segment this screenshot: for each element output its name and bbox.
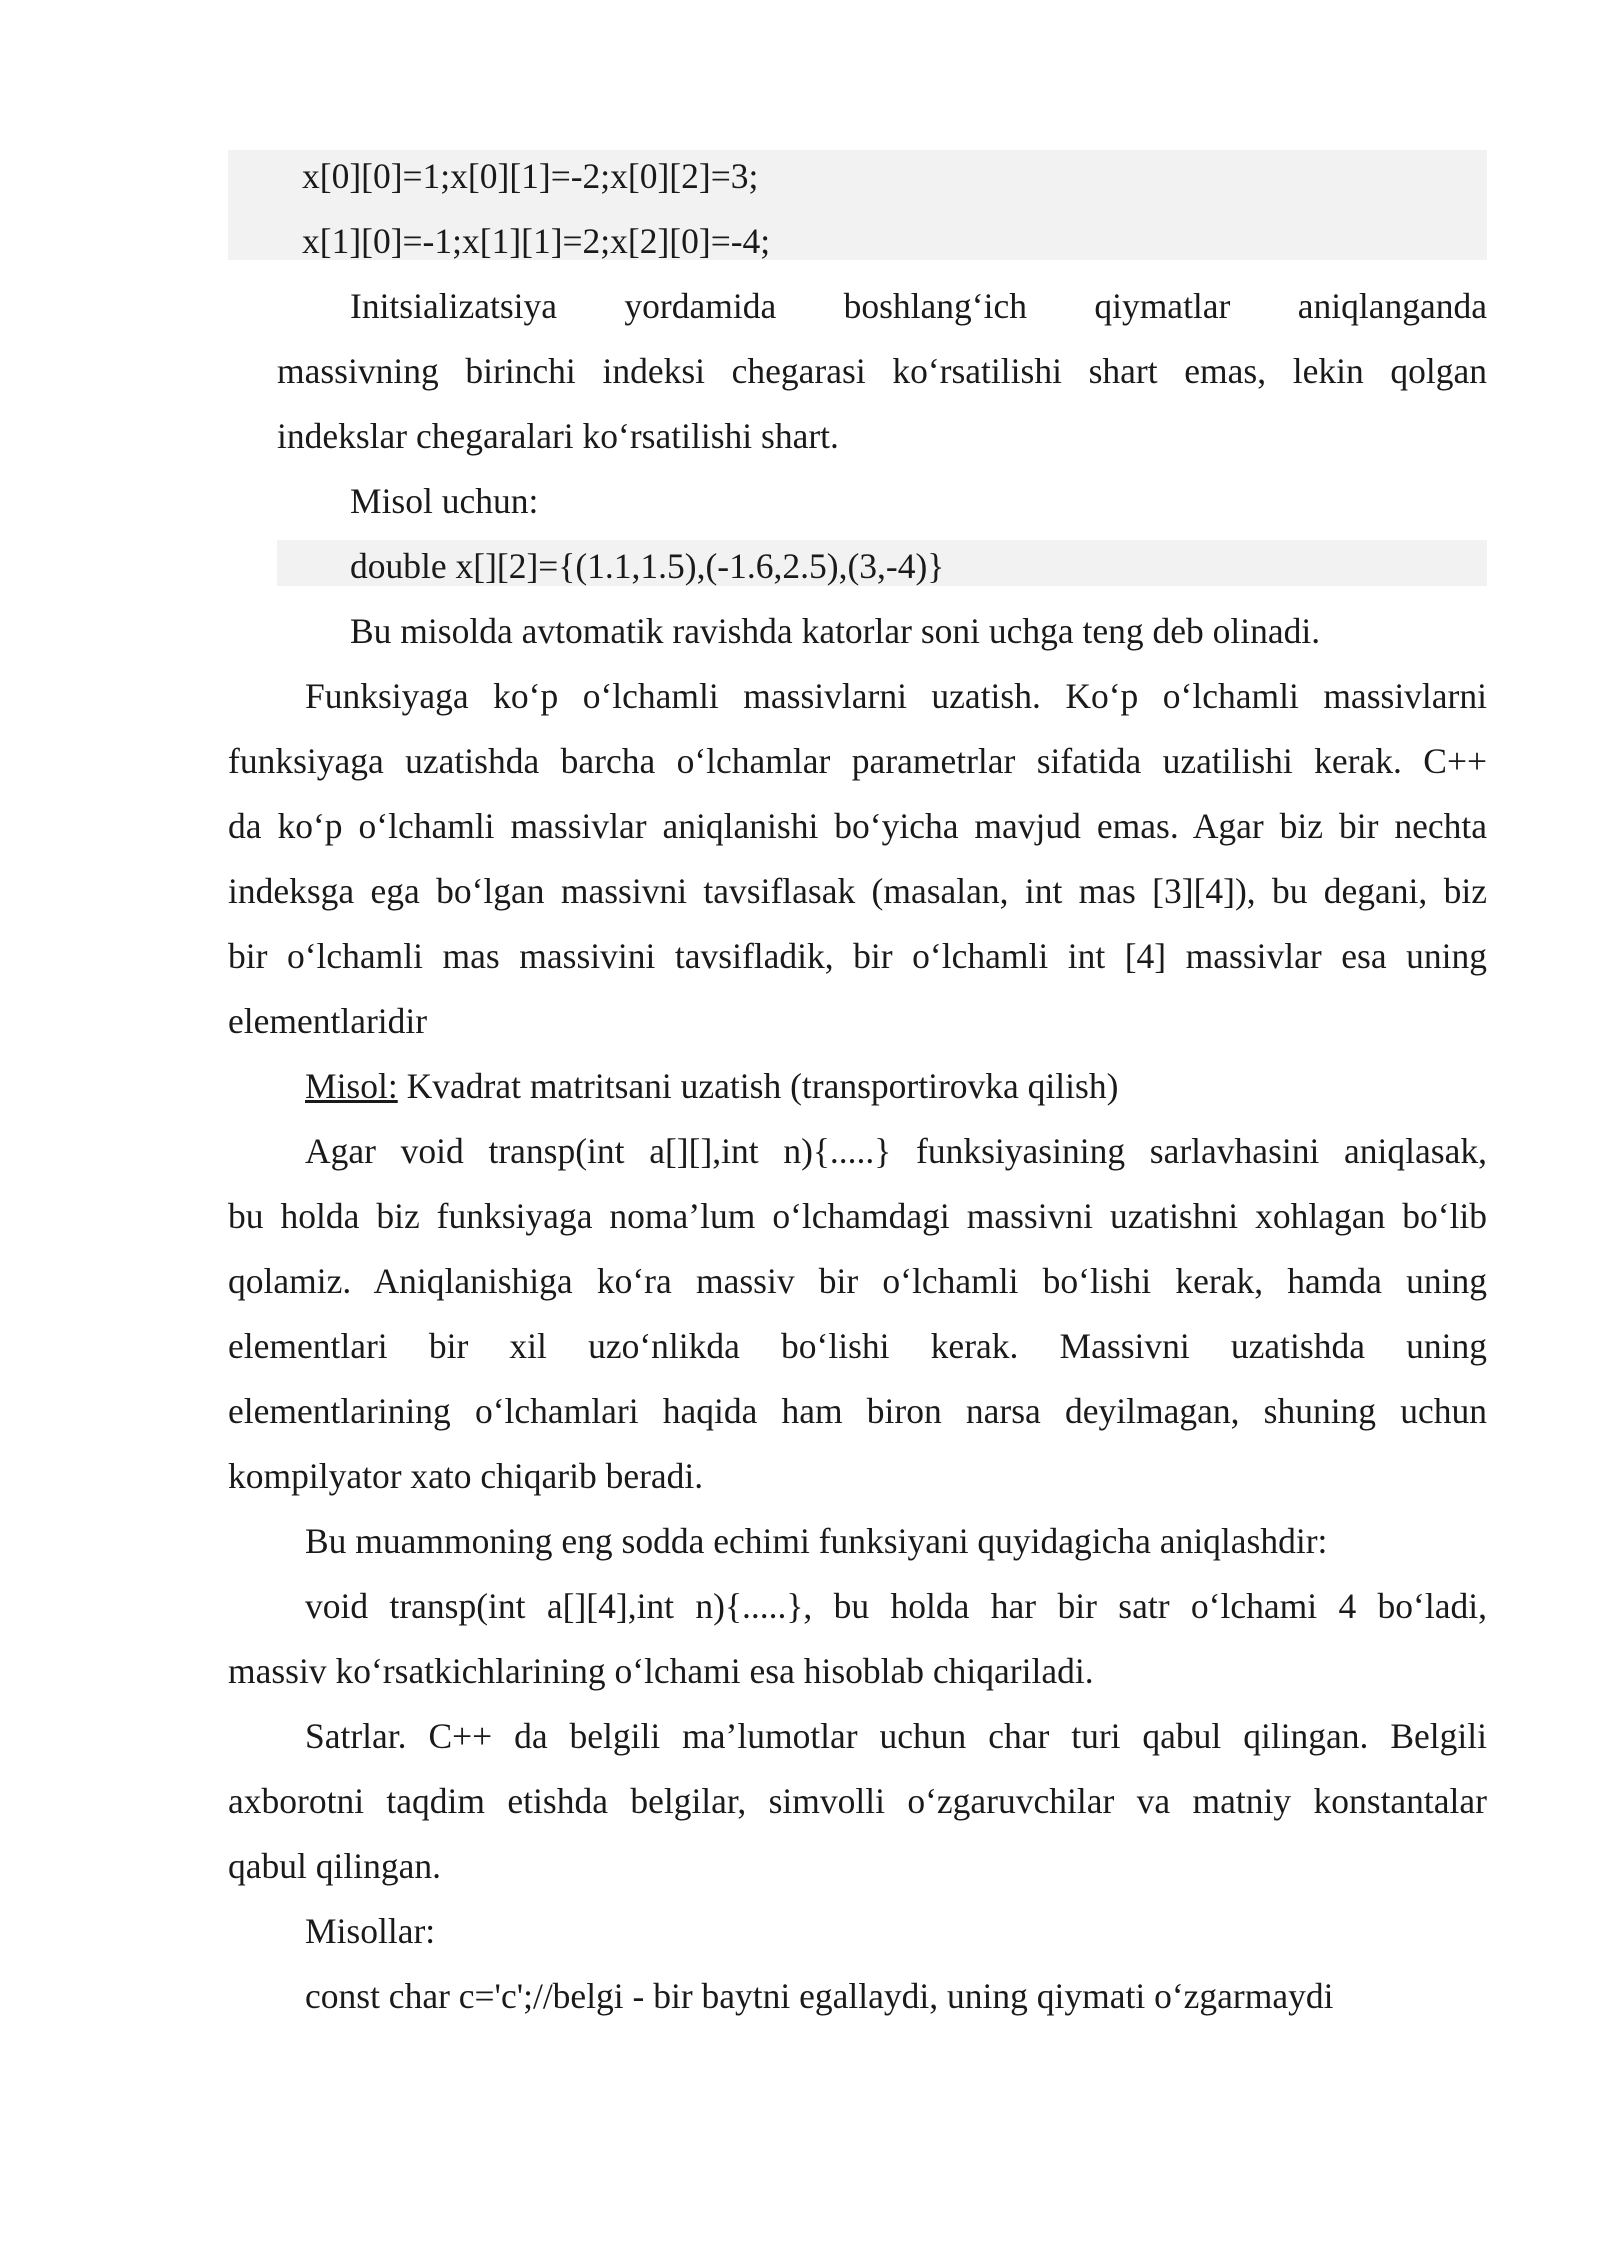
paragraph-line: qolamiz. Aniqlanishiga ko‘ra massiv bir o‘lchamli bo‘lishi kerak, hamda uning <box>228 1261 1487 1301</box>
paragraph-line: axborotni taqdim etishda belgilar, simvolli o‘zgaruvchilar va matniy konstantalar <box>228 1781 1487 1821</box>
paragraph-line: massiv ko‘rsatkichlarining o‘lchami esa hisoblab chiqariladi. <box>228 1651 1094 1691</box>
example-heading: Misol uchun: <box>350 481 539 521</box>
paragraph-line: Agar void transp(int a[][],int n){.....} funksiyasining sarlavhasini aniqlasak, <box>305 1131 1487 1171</box>
paragraph-line: elementlaridir <box>228 1001 428 1041</box>
paragraph-line: bu holda biz funksiyaga noma’lum o‘lchamdagi massivni uzatishni xohlagan bo‘lib <box>228 1196 1487 1236</box>
example-text: Kvadrat matritsani uzatish (transportirovka qilish) <box>397 1066 1119 1106</box>
paragraph-line: bir o‘lchamli mas massivini tavsifladik, bir o‘lchamli int [4] massivlar esa uning <box>228 936 1487 976</box>
paragraph-line: da ko‘p o‘lchamli massivlar aniqlanishi bo‘yicha mavjud emas. Agar biz bir nechta <box>228 806 1487 846</box>
paragraph-line: Bu muammoning eng sodda echimi funksiyani quyidagicha aniqlashdir: <box>305 1521 1328 1561</box>
examples-heading: Misollar: <box>305 1911 436 1951</box>
paragraph-line: indeksga ega bo‘lgan massivni tavsiflasak (masalan, int mas [3][4]), bu degani, biz <box>228 871 1487 911</box>
code-line: const char c='c';//belgi - bir baytni egallaydi, uning qiymati o‘zgarmaydi <box>305 1976 1334 2016</box>
paragraph-line: elementlarining o‘lchamlari haqida ham biron narsa deyilmagan, shuning uchun <box>228 1391 1487 1431</box>
example-label: Misol: <box>305 1066 398 1106</box>
paragraph-line: kompilyator xato chiqarib beradi. <box>228 1456 704 1496</box>
paragraph-line: massivning birinchi indeksi chegarasi ko‘rsatilishi shart emas, lekin qolgan <box>277 351 1487 391</box>
code-line: double x[][2]={(1.1,1.5),(-1.6,2.5),(3,-4)} <box>350 546 945 586</box>
paragraph-line: elementlari bir xil uzo‘nlikda bo‘lishi kerak. Massivni uzatishda uning <box>228 1326 1487 1366</box>
paragraph-line: qabul qilingan. <box>228 1846 441 1886</box>
paragraph-line: void transp(int a[][4],int n){.....}, bu holda har bir satr o‘lchami 4 bo‘ladi, <box>305 1586 1487 1626</box>
paragraph-line: indekslar chegaralari ko‘rsatilishi shart. <box>277 416 839 456</box>
paragraph-line: funksiyaga uzatishda barcha o‘lchamlar parametrlar sifatida uzatilishi kerak. C++ <box>228 741 1487 781</box>
paragraph-line: Satrlar. C++ da belgili ma’lumotlar uchun char turi qabul qilingan. Belgili <box>305 1716 1487 1756</box>
example-line <box>305 1064 1118 1108</box>
paragraph-line: Funksiyaga ko‘p o‘lchamli massivlarni uzatish. Ko‘p o‘lchamli massivlarni <box>305 676 1487 716</box>
code-line: x[1][0]=-1;x[1][1]=2;x[2][0]=-4; <box>302 221 771 261</box>
paragraph-line: Initsializatsiya yordamida boshlang‘ich qiymatlar aniqlanganda <box>350 286 1487 326</box>
code-line: x[0][0]=1;x[0][1]=-2;x[0][2]=3; <box>302 156 759 196</box>
paragraph-line: Bu misolda avtomatik ravishda katorlar soni uchga teng deb olinadi. <box>350 611 1321 651</box>
